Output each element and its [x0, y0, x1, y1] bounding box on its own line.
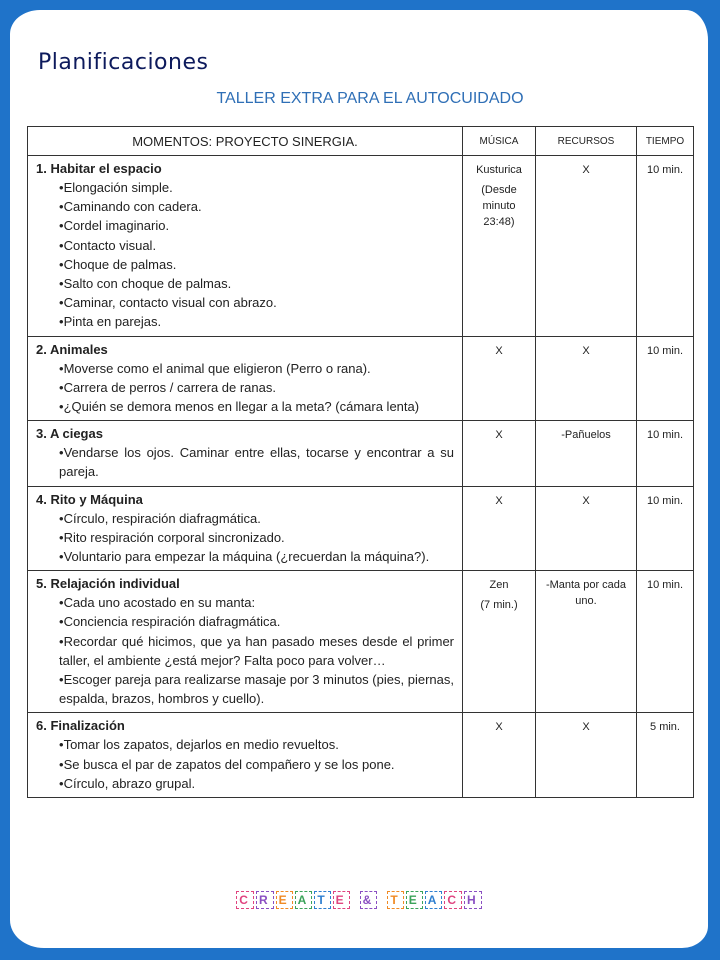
music-cell-line: Kusturica: [476, 164, 522, 176]
activity-list: [36, 593, 454, 708]
logo-letter: C: [444, 891, 462, 909]
activity-list: [36, 359, 454, 417]
activity-item: • Círculo, abrazo grupal.: [59, 774, 454, 793]
music-cell-line: (7 min.): [480, 599, 518, 612]
moment-cell: [28, 571, 463, 713]
activity-item: • Rito respiración corporal sincronizado.: [59, 528, 454, 547]
moment-cell: [28, 421, 463, 486]
moment-title: 6. Finalización: [36, 718, 125, 734]
moment-cell: [28, 713, 463, 798]
music-cell: [463, 571, 536, 713]
activity-item: • ¿Quién se demora menos en llegar a la meta? (cámara lenta): [59, 397, 454, 416]
resources-cell: [536, 713, 637, 798]
header-recursos: RECURSOS: [536, 127, 637, 156]
moment-title: 3. A ciegas: [36, 426, 103, 442]
time-cell: 5 min.: [637, 713, 694, 798]
footer-logo-text: [233, 890, 484, 910]
table-row: [28, 156, 694, 337]
logo-letter: E: [276, 891, 293, 909]
activity-item: • Moverse como el animal que eligieron (Perro o rana).: [59, 359, 454, 378]
resources-cell: [536, 571, 637, 713]
table-row: [28, 336, 694, 421]
moment-title: 2. Animales: [36, 341, 108, 357]
activity-item: • Pinta en parejas.: [59, 312, 454, 331]
moment-title: 4. Rito y Máquina: [36, 491, 143, 507]
activity-item: • Carrera de perros / carrera de ranas.: [59, 378, 454, 397]
music-cell: [463, 336, 536, 421]
activity-item: • Cada uno acostado en su manta:: [59, 593, 454, 612]
music-cell-line: Zen: [489, 579, 509, 592]
moment-title: 1. Habitar el espacio: [36, 161, 162, 176]
activity-item: • Círculo, respiración diafragmática.: [59, 509, 454, 528]
logo-letter: E: [333, 891, 350, 909]
table-row: [28, 713, 694, 798]
activity-list: [36, 735, 454, 793]
time-cell: 10 min.: [637, 336, 694, 421]
logo-letter: T: [314, 891, 330, 909]
moment-title: 5. Relajación individual: [36, 576, 180, 592]
resources-cell-line: X: [582, 494, 590, 507]
resources-cell: [536, 336, 637, 421]
moment-cell: [28, 156, 463, 337]
music-cell: [463, 421, 536, 486]
time-cell: 10 min.: [637, 571, 694, 713]
activity-list: [36, 178, 454, 332]
activity-item: • Caminar, contacto visual con abrazo.: [59, 293, 454, 312]
logo-letter: H: [464, 891, 482, 909]
activity-item: • Caminando con cadera.: [59, 197, 454, 216]
activity-item: • Voluntario para empezar la máquina (¿recuerdan la máquina?).: [59, 547, 454, 566]
activity-item: • Conciencia respiración diafragmática.: [59, 612, 454, 631]
logo-letter: A: [295, 891, 313, 909]
resources-cell-line: X: [582, 721, 590, 734]
activity-item: • Cordel imaginario.: [59, 216, 454, 235]
activity-item: • Choque de palmas.: [59, 255, 454, 274]
logo-letter: R: [256, 891, 274, 909]
moment-cell: [28, 486, 463, 571]
music-cell: [463, 156, 536, 337]
logo-letter: E: [406, 891, 423, 909]
music-cell-line: X: [495, 721, 503, 734]
activity-item: • Elongación simple.: [59, 178, 454, 197]
activity-item: • Contacto visual.: [59, 236, 454, 255]
time-cell: 10 min.: [637, 486, 694, 571]
table-body: [28, 156, 694, 798]
table-header-row: [28, 127, 694, 156]
activity-list: [36, 509, 454, 567]
footer-logo: [10, 890, 708, 910]
header-momentos: MOMENTOS: PROYECTO SINERGIA.: [28, 127, 463, 156]
music-cell-line: X: [495, 494, 503, 507]
activity-item: • Salto con choque de palmas.: [59, 274, 454, 293]
header-tiempo: TIEMPO: [637, 127, 694, 156]
table-row: [28, 421, 694, 486]
resources-cell: [536, 421, 637, 486]
music-cell-line: X: [495, 344, 503, 357]
moment-cell: [28, 336, 463, 421]
resources-cell: [536, 486, 637, 571]
activity-item: • Vendarse los ojos. Caminar entre ellas, tocarse y encontrar a su pareja.: [59, 443, 454, 481]
time-cell: 10 min.: [637, 421, 694, 486]
workshop-subtitle: TALLER EXTRA PARA EL AUTOCUIDADO: [216, 90, 524, 107]
resources-cell-line: X: [582, 344, 590, 357]
music-cell: [463, 713, 536, 798]
logo-letter: T: [387, 891, 403, 909]
page-title: Planificaciones: [38, 50, 209, 75]
music-cell: [463, 486, 536, 571]
time-cell: 10 min.: [637, 156, 694, 337]
resources-cell: [536, 156, 637, 337]
activity-list: [36, 443, 454, 481]
music-cell-line: (Desde minuto 23:48): [481, 184, 517, 228]
activity-item: • Tomar los zapatos, dejarlos en medio revueltos.: [59, 735, 454, 754]
resources-cell-line: -Pañuelos: [561, 429, 611, 442]
table-row: [28, 571, 694, 713]
music-cell-line: X: [495, 429, 503, 442]
resources-cell-line: X: [582, 164, 590, 176]
activity-item: • Recordar qué hicimos, que ya han pasado meses desde el primer taller, el ambiente ¿está mejor? Falta poco para volver…: [59, 632, 454, 670]
planning-table: [27, 126, 694, 798]
logo-letter: &: [360, 891, 378, 909]
page: [10, 10, 708, 948]
table-row: [28, 486, 694, 571]
header-musica: MÚSICA: [463, 127, 536, 156]
activity-item: • Escoger pareja para realizarse masaje por 3 minutos (pies, piernas, espalda, brazos, hombros y cuello).: [59, 670, 454, 708]
activity-item: • Se busca el par de zapatos del compañero y se los pone.: [59, 755, 454, 774]
resources-cell-line: -Manta por cada uno.: [545, 579, 627, 608]
logo-letter: A: [425, 891, 443, 909]
logo-letter: C: [236, 891, 254, 909]
